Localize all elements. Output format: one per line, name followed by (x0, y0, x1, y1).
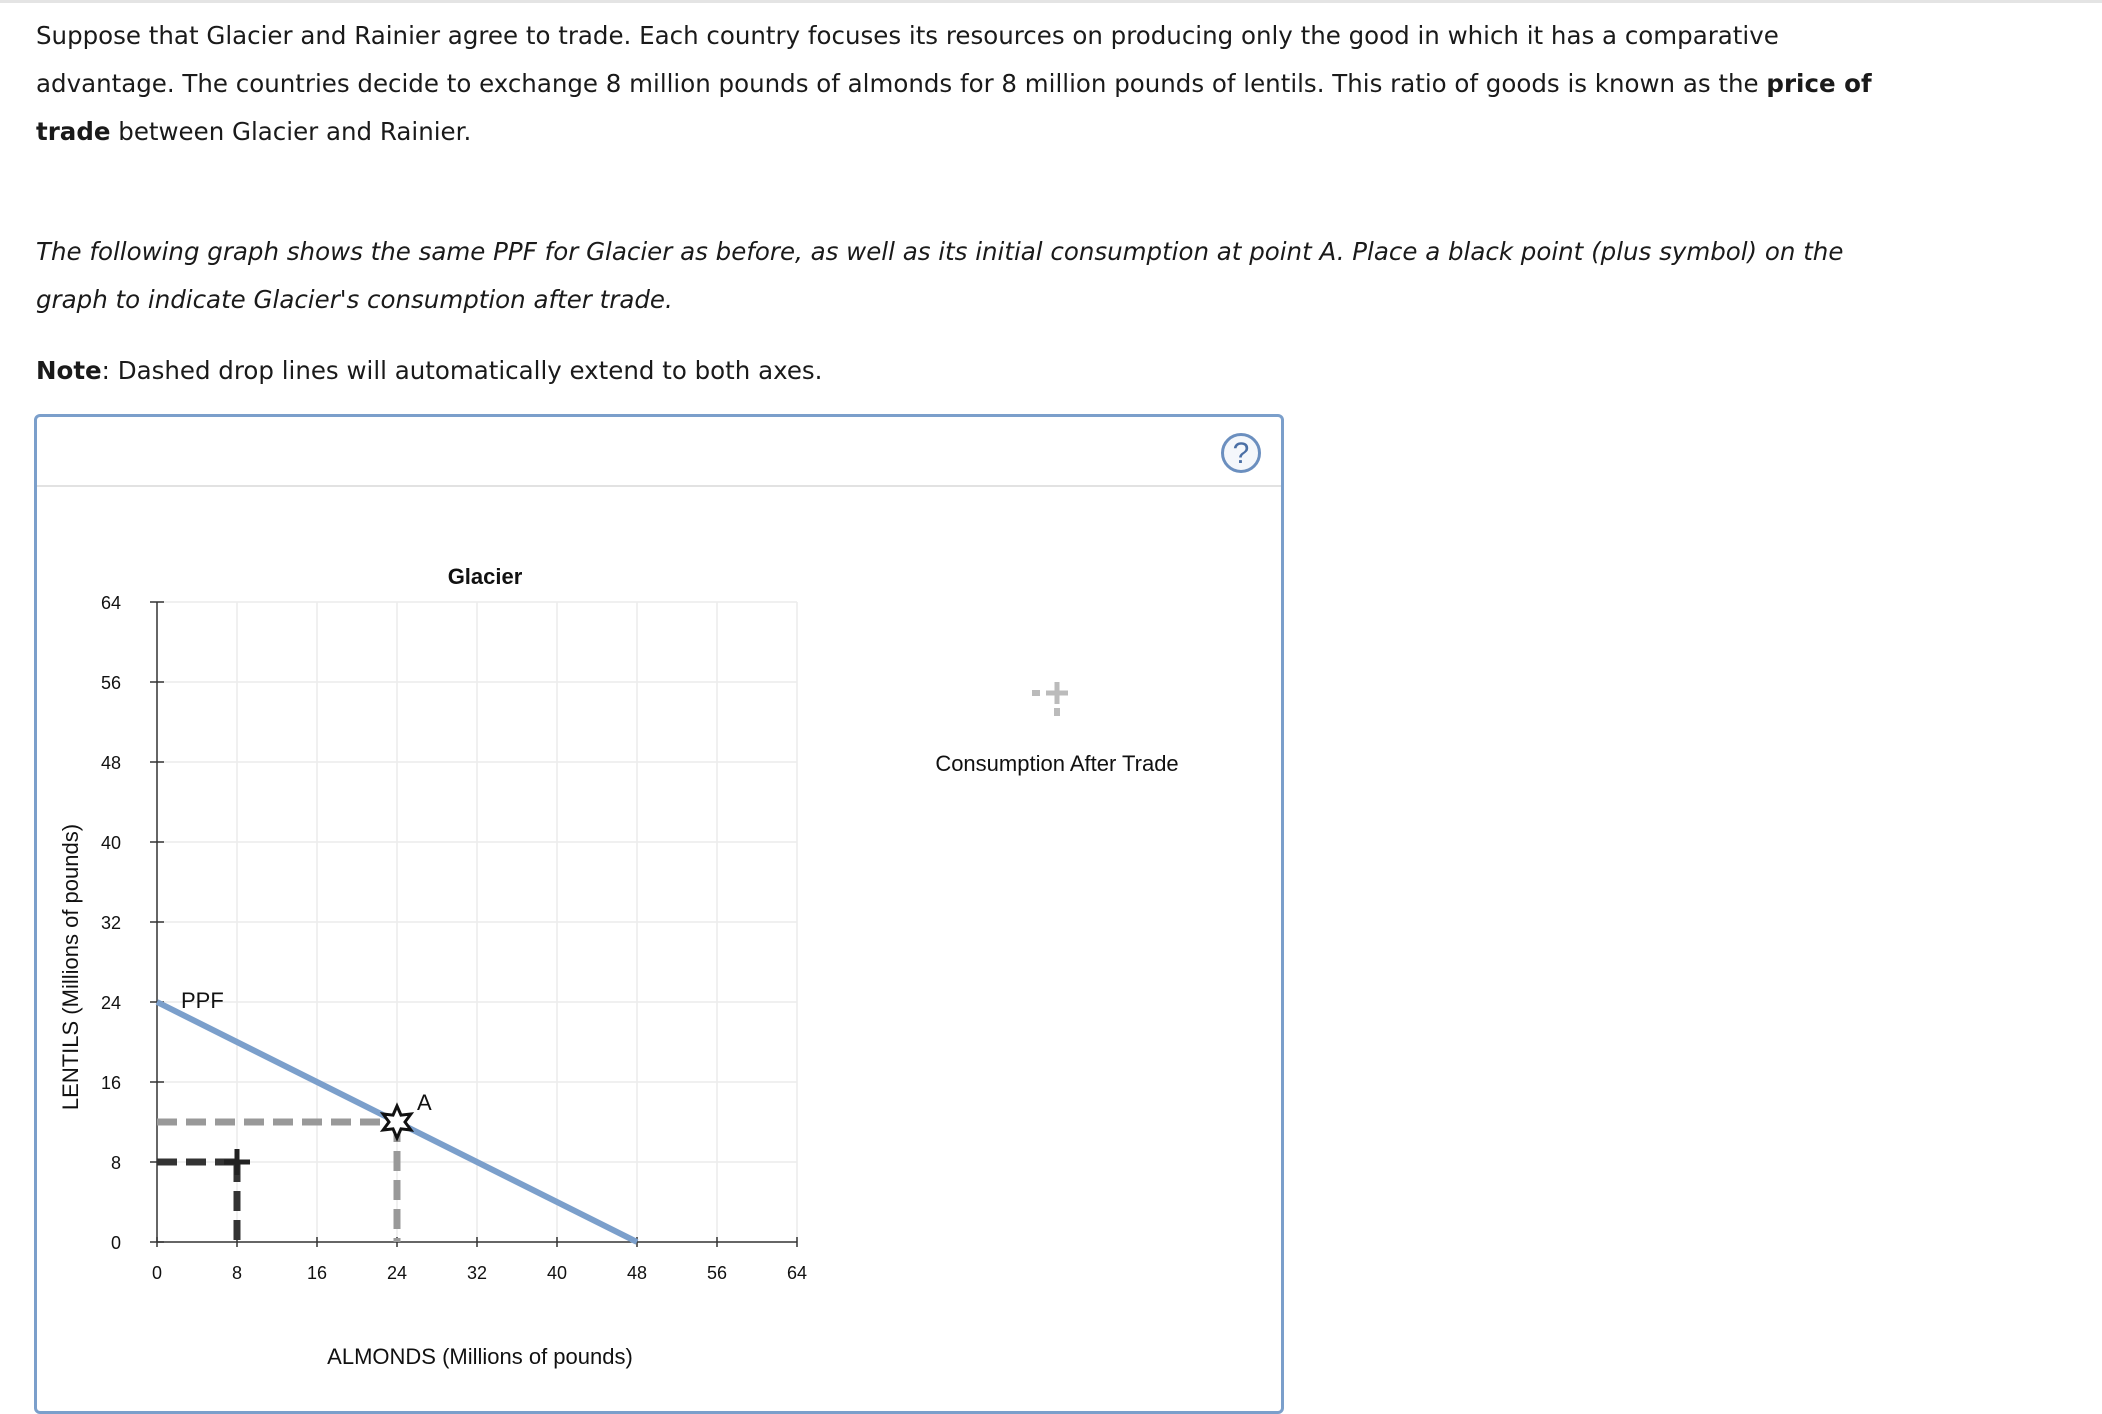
x-axis-label: ALMONDS (Millions of pounds) (327, 1344, 633, 1369)
y-tick-label: 64 (100, 593, 121, 613)
y-tick-label: 16 (100, 1073, 121, 1093)
x-tick-label: 32 (466, 1263, 488, 1283)
palette[interactable] (935, 682, 1178, 776)
y-tick-label: 8 (110, 1153, 121, 1173)
x-tick-label: 40 (546, 1263, 568, 1283)
point-a-label: A (417, 1090, 432, 1115)
y-tick-label: 56 (100, 673, 121, 693)
note-text: : Dashed drop lines will automatically extend to both axes. (101, 356, 823, 385)
top-rule (0, 0, 2102, 3)
x-tick-label: 24 (386, 1263, 408, 1283)
note-paragraph (36, 347, 1906, 395)
note-label: Note (36, 356, 102, 385)
p1-text-a: Suppose that Glacier and Rainier agree to trade. Each country focuses its resources on producing only the good in which it has a comparative advantage. The countries decide to exchange 8 million pounds of almonds for 8 million pounds of lentils. This ratio of goods is known as the (36, 21, 1779, 98)
y-tick-label: 48 (100, 753, 121, 773)
y-tick-label: 40 (100, 833, 121, 853)
ppf-label: PPF (181, 988, 224, 1013)
chart-title: Glacier (447, 564, 523, 589)
x-tick-label: 56 (706, 1263, 728, 1283)
instruction-paragraph-2: The following graph shows the same PPF for Glacier as before, as well as its initial consumption at point A. Place a black point (plus symbol) on the graph to indicate Glacier's consumption after trade. (36, 237, 1844, 314)
plus-icon[interactable] (1032, 682, 1068, 716)
x-tick-label: 16 (306, 1263, 328, 1283)
y-axis-label: LENTILS (Millions of pounds) (58, 823, 83, 1111)
grid (157, 602, 797, 1242)
x-tick-label: 0 (151, 1263, 163, 1283)
consumption-after-trade-label: Consumption After Trade (935, 751, 1179, 776)
p1-bold: price of trade (36, 69, 1872, 146)
x-ticks (152, 1237, 807, 1283)
glacier-graph[interactable] (37, 417, 1281, 1411)
instruction-paragraph-1 (36, 12, 1906, 156)
graph-panel (34, 414, 1284, 1414)
y-ticks (101, 593, 164, 1253)
drop-lines (157, 1122, 397, 1242)
x-tick-label: 64 (786, 1263, 808, 1283)
p1-text-b: between Glacier and Rainier. (110, 117, 472, 146)
x-tick-label: 48 (626, 1263, 648, 1283)
x-tick-label: 8 (231, 1263, 243, 1283)
help-icon: ? (1232, 437, 1250, 470)
point-a-star (383, 1106, 411, 1138)
y-tick-label: 32 (100, 913, 121, 933)
y-tick-label: 0 (110, 1233, 121, 1253)
y-tick-label: 24 (100, 993, 121, 1013)
